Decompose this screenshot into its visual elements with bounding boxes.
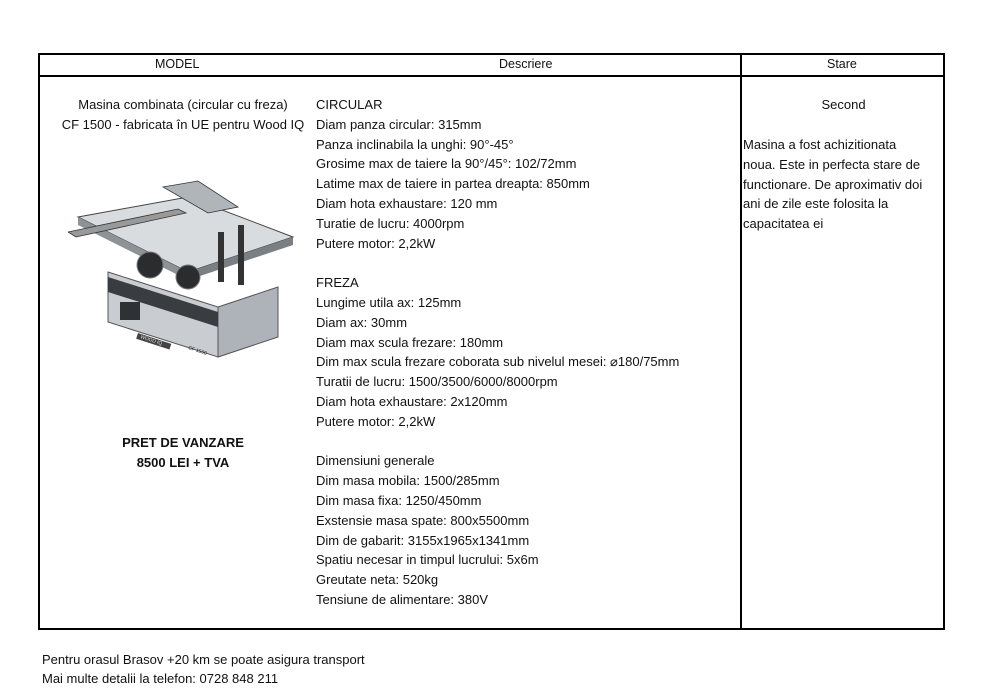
spec-line: Tensiune de alimentare: 380V <box>316 591 489 607</box>
product-table <box>38 53 945 630</box>
column-divider <box>740 55 742 628</box>
footer-notes <box>42 650 365 688</box>
description <box>316 95 736 610</box>
spec-line: Greutate neta: 520kg <box>316 572 439 588</box>
spacer <box>316 432 736 452</box>
spec-line: Diam hota exhaustare: 120 mm <box>316 195 498 211</box>
spec-line: Spatiu necesar in timpul lucrului: 5x6m <box>316 552 539 568</box>
machine-brand-text: WOOD IQ <box>139 334 163 347</box>
spec-line: Lungime utila ax: 125mm <box>316 294 462 310</box>
spec-line: Diam panza circular: 315mm <box>316 116 482 132</box>
condition-note: Masina a fost achizitionata noua. Este in perfecta stare de functionare. De aproximativ doi ani de zile este folosita la capacitatea ei <box>743 137 923 232</box>
spec-line: Dim masa fixa: 1250/450mm <box>316 492 482 508</box>
spec-line: Diam max scula frezare: 180mm <box>316 334 504 350</box>
circular-title: CIRCULAR <box>316 97 383 112</box>
header-stare: Stare <box>827 57 857 71</box>
contact-phone: Mai multe detalii la telefon: 0728 848 211 <box>42 671 279 686</box>
spacer <box>316 253 736 273</box>
freza-title: FREZA <box>316 275 359 291</box>
spec-line: Putere motor: 2,2kW <box>316 235 436 251</box>
header-model: MODEL <box>155 57 200 71</box>
transport-note: Pentru orasul Brasov +20 km se poate asigura transport <box>42 652 365 667</box>
spec-line: Dim de gabarit: 3155x1965x1341mm <box>316 532 530 548</box>
spec-line: Panza inclinabila la unghi: 90°-45° <box>316 136 514 152</box>
spec-line: Diam ax: 30mm <box>316 314 408 330</box>
spec-line: Turatie de lucru: 4000rpm <box>316 215 465 231</box>
spec-line: Latime max de taiere in partea dreapta: 850mm <box>316 176 590 192</box>
spec-line: Grosime max de taiere la 90°/45°: 102/72mm <box>316 156 577 172</box>
spec-line: Putere motor: 2,2kW <box>316 413 436 429</box>
table-header-row <box>40 55 943 77</box>
general-title: Dimensiuni generale <box>316 453 435 469</box>
spec-line: Diam hota exhaustare: 2x120mm <box>316 393 508 409</box>
condition-value: Second <box>821 97 866 112</box>
spec-line: Dim masa mobila: 1500/285mm <box>316 473 500 489</box>
spec-line: Dim max scula frezare coborata sub nivelul mesei: ⌀180/75mm <box>316 354 680 370</box>
header-descriere: Descriere <box>499 57 553 71</box>
machine-model-text: CF 1500 <box>187 345 208 357</box>
model-name: Masina combinata (circular cu freza) CF 1500 - fabricata în UE pentru Wood IQ <box>61 97 305 132</box>
spec-line: Turatii de lucru: 1500/3500/6000/8000rpm <box>316 374 558 390</box>
machine-image <box>68 177 298 362</box>
price: PRET DE VANZARE 8500 LEI + TVA <box>122 435 244 470</box>
spec-line: Exstensie masa spate: 800x5500mm <box>316 512 530 528</box>
